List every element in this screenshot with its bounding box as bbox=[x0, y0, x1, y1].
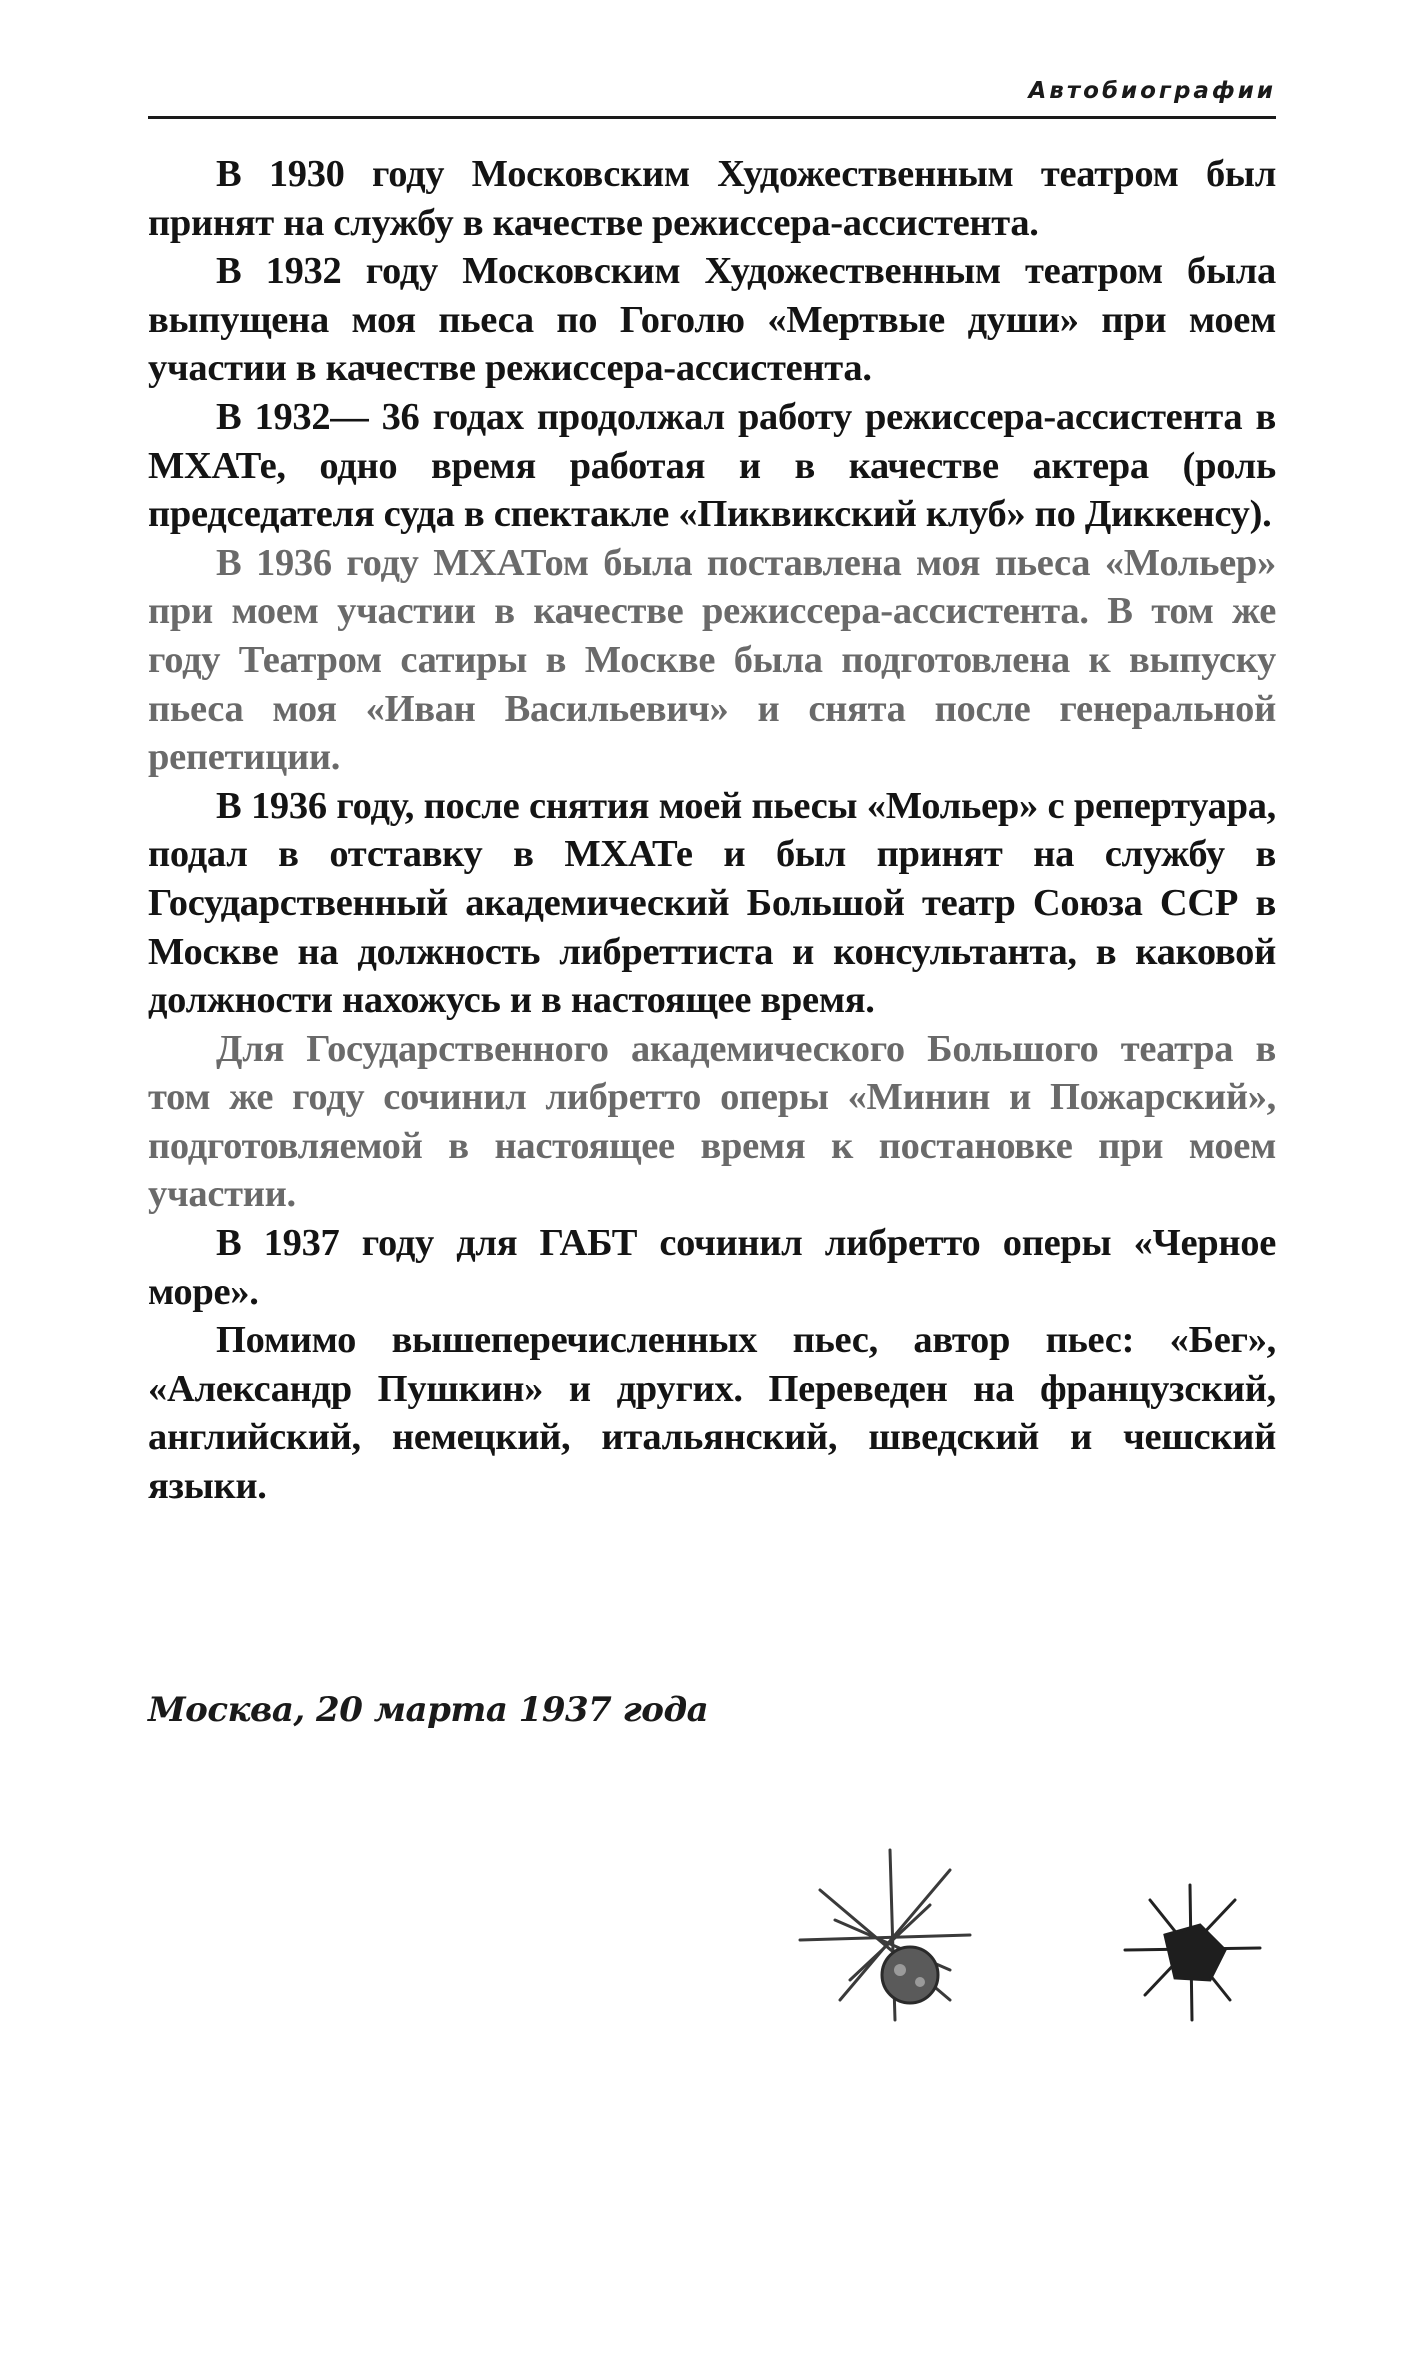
paragraph-1: В 1930 году Московским Художественным театром был принят на службу в качестве режиссера-ассистента. bbox=[148, 153, 1276, 244]
paragraph-8: Помимо вышеперечисленных пьес, автор пьес: «Бег», «Александр Пушкин» и других. Переведен на французский, английский, немецкий, итальянский, шведский и чешский языки. bbox=[148, 1319, 1276, 1508]
right-ornament-icon bbox=[1125, 1885, 1260, 2020]
body-text bbox=[148, 150, 1276, 1511]
decorative-ornament bbox=[780, 1830, 1300, 2130]
paragraph-4: В 1936 году МХАТом была поставлена моя пьеса «Мольер» при моем участии в качестве режиссера-ассистента. В том же году Театром сатиры в Москве была подготовлена к выпуску пьеса моя «Иван Васильевич» и снята после генеральной репетиции. bbox=[148, 541, 1276, 779]
running-title: Автобиографии bbox=[1028, 78, 1276, 104]
paragraph-6: Для Государственного академического Большого театра в том же году сочинил либретто оперы «Минин и Пожарский», подготовляемой в настоящее время к постановке при моем участии. bbox=[148, 1027, 1276, 1216]
left-ornament-icon bbox=[800, 1850, 970, 2020]
running-header bbox=[148, 78, 1276, 119]
paragraph-7: В 1937 году для ГАБТ сочинил либретто оперы «Черное море». bbox=[148, 1222, 1276, 1313]
signature-line: Москва, 20 марта 1937 года bbox=[148, 1690, 709, 1730]
paragraph-2: В 1932 году Московским Художественным театром была выпущена моя пьеса по Гоголю «Мертвые души» при моем участии в качестве режиссера-ассистента. bbox=[148, 250, 1276, 390]
paragraph-3: В 1932— 36 годах продолжал работу режиссера-ассистента в МХАТе, одно время работая и в качестве актера (роль председателя суда в спектакле «Пиквикский клуб» по Диккенсу). bbox=[148, 395, 1276, 536]
paragraph-5: В 1936 году, после снятия моей пьесы «Мольер» с репертуара, подал в отставку в МХАТе и был принят на службу в Государственный академический Большой театр Союза ССР в Москве на должность либреттиста и консультанта, в каковой должности нахожусь и в настоящее время. bbox=[148, 784, 1276, 1022]
